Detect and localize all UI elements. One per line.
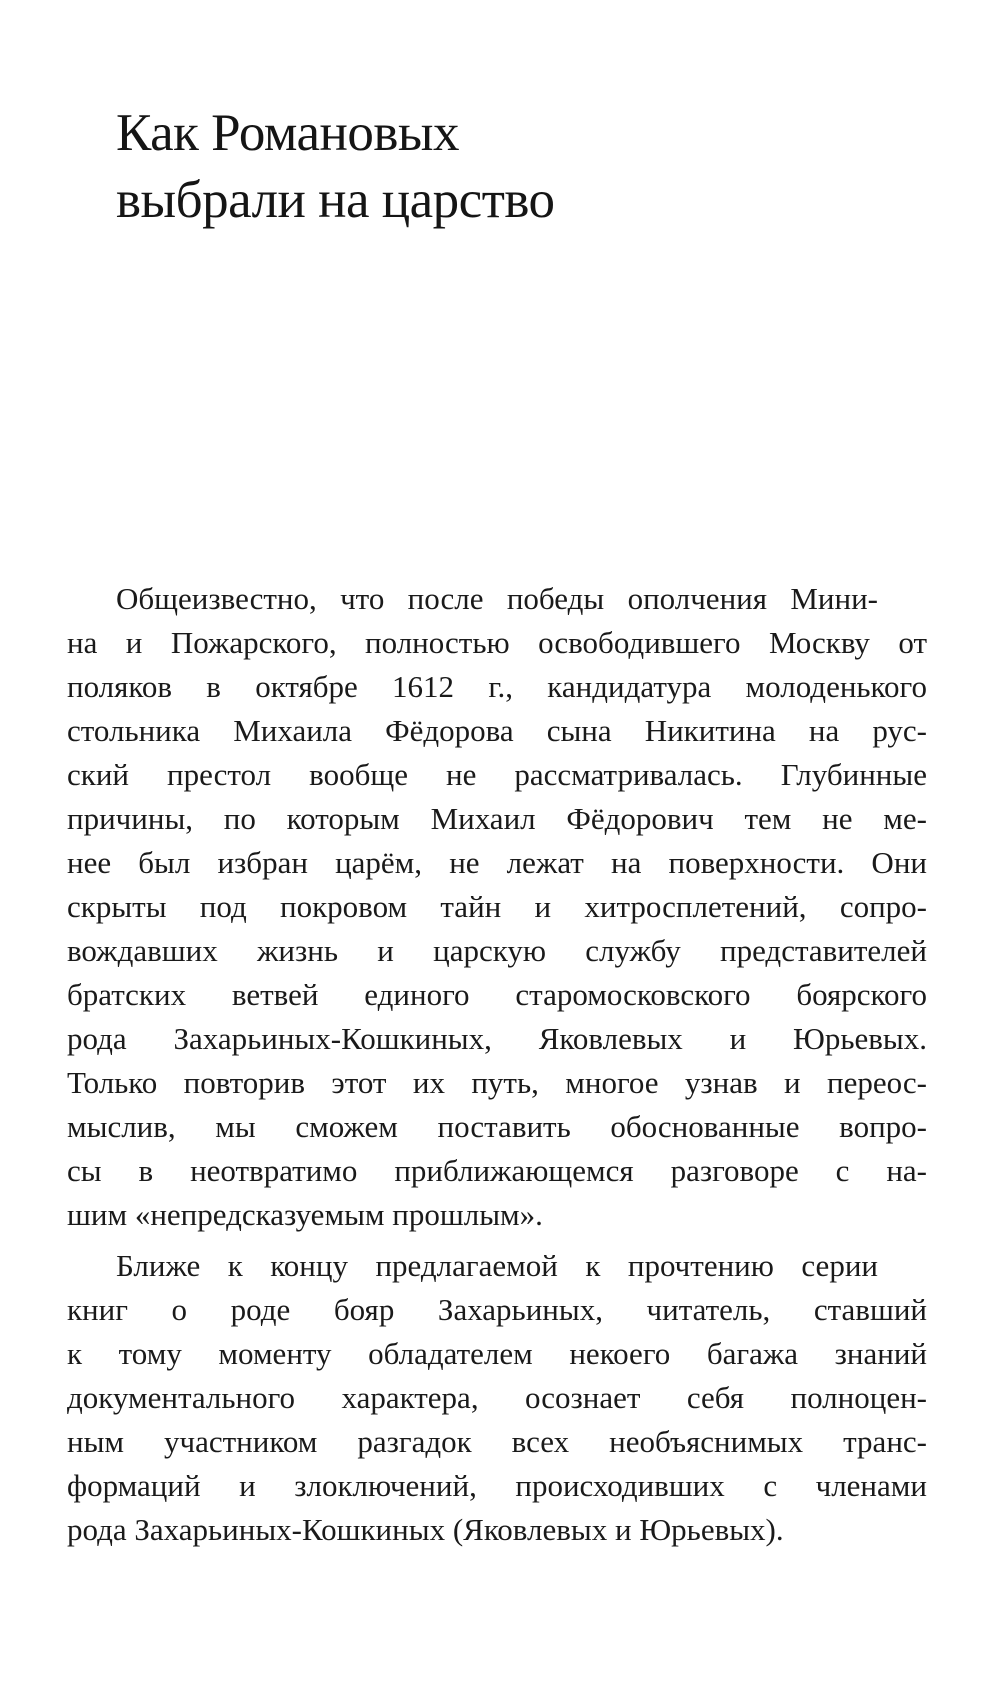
text-line: Ближе к концу предлагаемой к прочтению серии (116, 1248, 878, 1283)
paragraph-1 (67, 577, 927, 1237)
text-line: Только повторив этот их путь, многое узнав и переос- (67, 1065, 927, 1100)
text-line: Общеизвестно, что после победы ополчения Мини- (116, 581, 878, 616)
text-line: сы в неотвратимо приближающемся разговоре с на- (67, 1153, 927, 1188)
text-line: стольника Михаила Фёдорова сына Никитина на рус- (67, 713, 927, 748)
chapter-title-line: Как Романовых (116, 104, 460, 162)
text-line: братских ветвей единого старомосковского боярского (67, 977, 927, 1012)
text-line: шим «непредсказуемым прошлым». (67, 1197, 543, 1232)
paragraph-gap (67, 1237, 927, 1244)
chapter-title (116, 100, 555, 234)
text-line: вождавших жизнь и царскую службу представителей (67, 933, 927, 968)
chapter-title-line: выбрали на царство (116, 171, 555, 229)
text-line: книг о роде бояр Захарьиных, читатель, ставший (67, 1292, 927, 1327)
body-text (67, 577, 927, 1552)
text-line: ский престол вообще не рассматривалась. Глубинные (67, 757, 927, 792)
text-line: к тому моменту обладателем некоего багажа знаний (67, 1336, 927, 1371)
text-line: нее был избран царём, не лежат на поверхности. Они (67, 845, 927, 880)
text-line: причины, по которым Михаил Фёдорович тем не ме- (67, 801, 927, 836)
text-line: формаций и злоключений, происходивших с членами (67, 1468, 927, 1503)
text-line: скрыты под покровом тайн и хитросплетений, сопро- (67, 889, 927, 924)
text-line: поляков в октябре 1612 г., кандидатура молоденького (67, 669, 927, 704)
text-line: ным участником разгадок всех необъяснимых транс- (67, 1424, 927, 1459)
text-line: рода Захарьиных-Кошкиных (Яковлевых и Юрьевых). (67, 1512, 784, 1547)
text-line: документального характера, осознает себя полноцен- (67, 1380, 927, 1415)
text-line: на и Пожарского, полностью освободившего Москву от (67, 625, 927, 660)
text-line: мыслив, мы сможем поставить обоснованные вопро- (67, 1109, 927, 1144)
text-line: рода Захарьиных-Кошкиных, Яковлевых и Юрьевых. (67, 1021, 927, 1056)
paragraph-2 (67, 1244, 927, 1552)
